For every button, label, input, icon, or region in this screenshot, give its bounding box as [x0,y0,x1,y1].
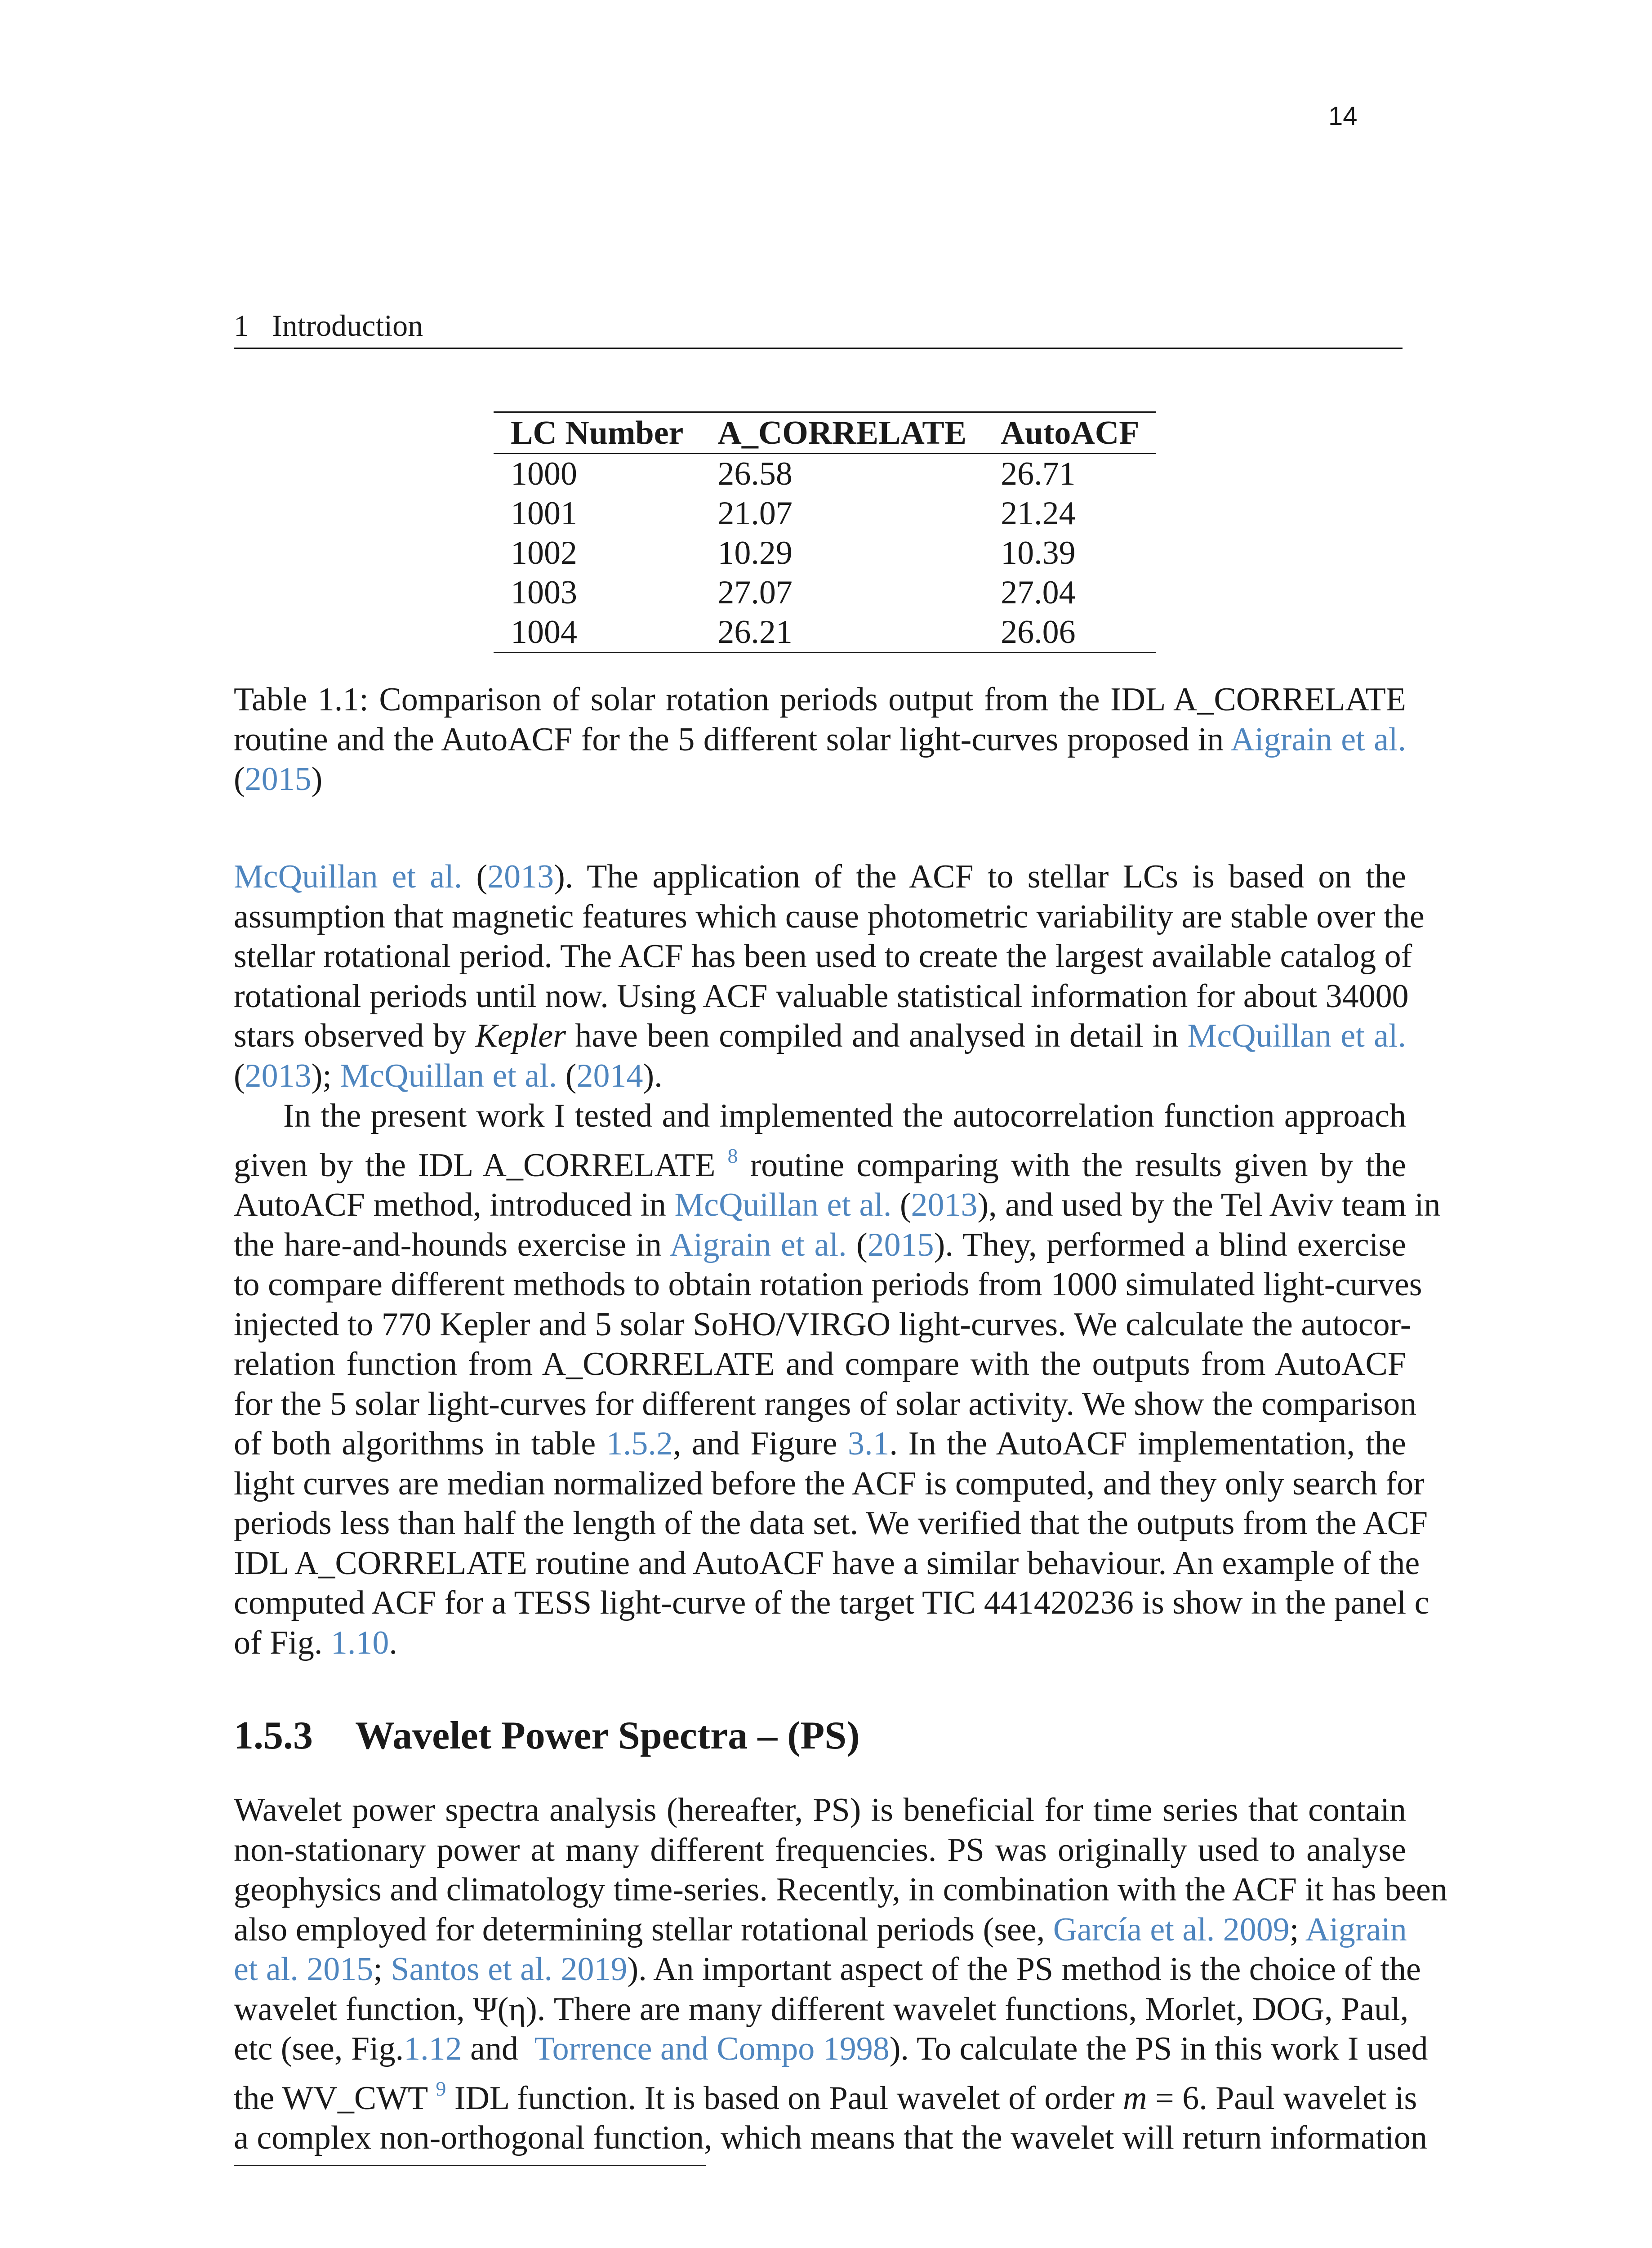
table-cell: 10.39 [1001,534,1076,571]
footnote-rule [234,2165,706,2166]
table-cell: 1002 [511,534,577,571]
body-paragraph-2: In the present work I tested and implemented the autocorrelation function approach given by the IDL A_CORRELATE $^8$ routine comparing with the results given by the AutoACF method, introduced in McQuillan et al. (2013), and used by the Tel Aviv team in the hare-and-hounds exercise in Aigrain et al. (2015). They, performed a blind exercise to compare different methods to obtain rotation periods from 1000 simulated light-curves injected to 770 Kepler and 5 solar SoHO/VIRGO light-curves. We calculate the autocor- relation function from A_CORRELATE and compare with the outputs from AutoACF for the 5 solar light-curves for different ranges of solar activity. We show the comparison of both algorithms in table 1.5.2, and Figure 3.1. In the AutoACF implementation, the light curves are median normalized before the ACF is computed, and they only search for periods less than half the length of the data set. We verified that the outputs from the ACF IDL A_CORRELATE routine and AutoACF have a similar behaviour. An example of the computed ACF for a TESS light-curve of the target TIC 441420236 is show in the panel c of Fig. 1.10. [234,1097,1441,1661]
header-rule [234,348,1403,349]
column-header-autoacf: AutoACF [984,412,1156,454]
citation-link[interactable]: McQuillan et al. [674,1186,892,1223]
figure-reference-link[interactable]: 3.1 [848,1425,890,1462]
page-number: 14 [1328,102,1358,131]
citation-link[interactable]: McQuillan et al. [234,858,463,895]
table-cell: 27.04 [1001,574,1076,611]
figure-reference-link[interactable]: 1.12 [404,2030,462,2067]
table-row [494,573,1156,612]
table-cell: 26.58 [717,455,793,492]
caption-line: Table 1.1: Comparison of solar rotation periods output from the IDL A_CORRELATE [234,681,1406,718]
citation-link[interactable]: McQuillan et al. [1187,1017,1406,1054]
table-cell: 21.07 [717,495,793,532]
citation-link[interactable]: 2013 [487,858,554,895]
table-cell: 27.07 [717,574,793,611]
table-caption: Table 1.1: Comparison of solar rotation periods output from the IDL A_CORRELATE routine and the AutoACF for the 5 different solar light-curves proposed in Aigrain et al. (2015) [234,680,1406,799]
citation-link[interactable]: García et al. 2009 [1053,1911,1290,1948]
citation-link[interactable]: et al. 2015 [234,1951,374,1988]
citation-link[interactable]: 2014 [576,1057,643,1094]
table-cell: 26.21 [700,612,984,653]
table-header-row [494,412,1156,454]
citation-link[interactable]: 2013 [911,1186,978,1223]
body-paragraph-1: McQuillan et al. (2013). The application of the ACF to stellar LCs is based on the assumption that magnetic features which cause photometric variability are stable over the stellar rotational period. The ACF has been used to create the largest available catalog of rotational periods until now. Using ACF valuable statistical information for about 34000 stars observed by Kepler have been compiled and analysed in detail in McQuillan et al. (2013); McQuillan et al. (2014). [234,858,1425,1094]
citation-link[interactable]: 2015 [245,761,312,798]
table-cell: 1000 [511,455,577,492]
table-row [494,612,1156,653]
table-cell: 26.06 [984,612,1156,653]
comparison-table [494,411,1156,653]
table-row [494,494,1156,533]
body-paragraph-3: Wavelet power spectra analysis (hereafter, PS) is beneficial for time series that contain non-stationary power at many different frequencies. PS was originally used to analyse geophysics and climatology time-series. Recently, in combination with the ACF it has been also employed for determining stellar rotational periods (see, García et al. 2009; Aigrain et al. 2015; Santos et al. 2019). An important aspect of the PS method is the choice of the wavelet function, Ψ(η). There are many different wavelet functions, Morlet, DOG, Paul, etc (see, Fig.1.12 and Torrence and Compo 1998). To calculate the PS in this work I used the WV_CWT $^9$ IDL function. It is based on Paul wavelet of order m = 6. Paul wavelet is a complex non-orthogonal function, which means that the wavelet will return information [234,1792,1447,2156]
citation-link[interactable]: 2015 [867,1226,934,1263]
footnote-marker[interactable]: 8 [727,1144,738,1167]
table-row [494,533,1156,573]
table-cell: 21.24 [1001,495,1076,532]
citation-link[interactable]: Torrence and Compo 1998 [534,2030,890,2067]
column-header-lc-number: LC Number [494,412,700,454]
citation-link[interactable]: Aigrain et al. [1230,721,1406,758]
table-cell: 26.71 [1001,455,1076,492]
table-cell: 1003 [511,574,577,611]
citation-link[interactable]: Santos et al. 2019 [391,1951,628,1988]
column-header-a-correlate: A_CORRELATE [700,412,984,454]
table-cell: 1001 [511,495,577,532]
table-row [494,454,1156,494]
running-head: 1 Introduction [234,308,423,343]
citation-link[interactable]: McQuillan et al. [340,1057,557,1094]
section-title: Wavelet Power Spectra – (PS) [355,1714,860,1757]
table-cell: 1004 [494,612,700,653]
citation-link[interactable]: Aigrain [1305,1911,1407,1948]
table-cell: 10.29 [717,534,793,571]
section-number: 1.5.3 [234,1714,313,1757]
figure-reference-link[interactable]: 1.10 [330,1624,389,1661]
citation-link[interactable]: 2013 [245,1057,312,1094]
citation-link[interactable]: Aigrain et al. [669,1226,847,1263]
footnote-marker[interactable]: 9 [436,2077,446,2100]
table-reference-link[interactable]: 1.5.2 [606,1425,673,1462]
section-heading [234,1713,860,1758]
